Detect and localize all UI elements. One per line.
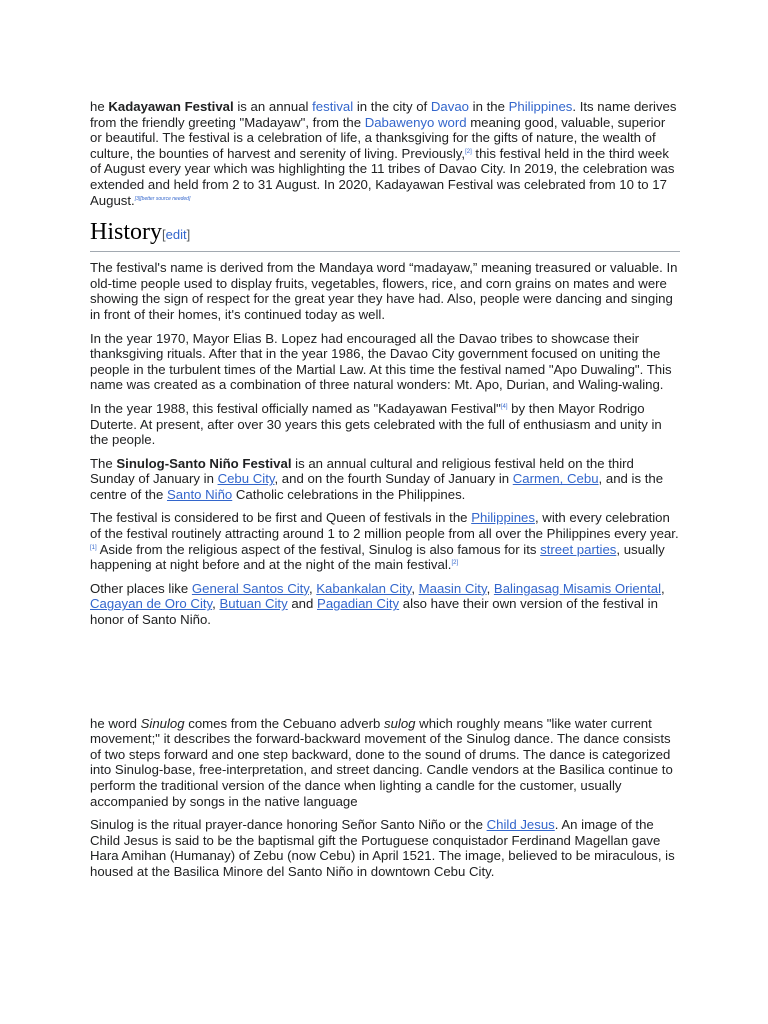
intro-text: is an annual bbox=[233, 99, 313, 114]
link-philippines[interactable]: Philippines bbox=[508, 99, 573, 114]
link-kabankalan-city[interactable]: Kabankalan City bbox=[316, 580, 412, 596]
link-dabawenyo-word[interactable]: Dabawenyo word bbox=[364, 114, 467, 130]
paragraph-text: and bbox=[287, 596, 318, 612]
paragraph-sinulog bbox=[90, 456, 680, 503]
link-general-santos-city[interactable]: General Santos City bbox=[191, 580, 309, 596]
paragraph-text: Other places like bbox=[90, 580, 192, 596]
article-body bbox=[90, 99, 680, 888]
reference-3-better-source-needed[interactable]: [3][better source needed] bbox=[134, 195, 191, 202]
paragraph-text: , and is the centre of the bbox=[90, 471, 664, 502]
link-festival[interactable]: festival bbox=[312, 99, 354, 114]
paragraph-text: . An image of the Child Jesus is said to be the baptismal gift the Portuguese conquistador Ferdinand Magellan gave Hara Amihan (Humanay) of Zebu (now Cebu) in April 1521. The image, believed to be miraculous, is housed at the Basilica Minore del Santo Niño in downtown Cebu City. bbox=[90, 817, 675, 879]
paragraph-text: The festival is considered to be first and Queen of festivals in the bbox=[90, 510, 472, 526]
edit-bracket-open: [ bbox=[162, 227, 166, 243]
paragraph-text: In the year 1988, this festival officially named as "Kadayawan Festival" bbox=[90, 400, 501, 416]
intro-paragraph bbox=[90, 99, 680, 208]
history-title: History bbox=[90, 219, 162, 246]
paragraph-1988 bbox=[90, 401, 680, 448]
link-carmen-cebu[interactable]: Carmen, Cebu bbox=[512, 471, 599, 487]
paragraph-text: The bbox=[90, 455, 117, 471]
intro-text: he bbox=[90, 99, 109, 114]
paragraph-text: , with every celebration of the festival routinely attracting around 1 to 2 million people from all over the Philippines every year. bbox=[90, 510, 679, 542]
paragraph-text: also have their own version of the festival in honor of Santo Niño. bbox=[90, 596, 658, 628]
link-philippines[interactable]: Philippines bbox=[471, 510, 535, 526]
paragraph-queen-of-festivals bbox=[90, 510, 680, 572]
link-santo-nino[interactable]: Santo Niño bbox=[166, 486, 233, 502]
link-davao[interactable]: Davao bbox=[430, 99, 470, 114]
intro-text: . Its name derives from the friendly greeting "Madayaw", from the bbox=[90, 99, 677, 130]
reference-2[interactable]: [2] bbox=[465, 148, 472, 155]
reference-1[interactable]: [1] bbox=[90, 544, 97, 551]
paragraph-text: , and on the fourth Sunday of January in bbox=[274, 471, 513, 487]
blank-gap bbox=[90, 636, 680, 716]
sinulog-subject-bold: Sinulog-Santo Niño Festival bbox=[116, 455, 292, 471]
link-cebu-city[interactable]: Cebu City bbox=[217, 471, 275, 487]
paragraph-text: which roughly means "like water current movement;" it describes the forward-backward movement of the Sinulog dance. The dance consists of two steps forward and one step backward, done to the sound of drums. The dance is categorized into Sinulog-base, free-interpretation, and street dancing. Candle vendors at the Basilica continue to perform the traditional version of the dance when lighting a candle for the customer, usually accompanied by songs in the native language bbox=[90, 715, 673, 809]
paragraph-text: , usually happening at night before and at the night of the main festival. bbox=[90, 541, 665, 573]
reference-4[interactable]: [4] bbox=[500, 403, 508, 410]
paragraph-text: he word bbox=[90, 715, 141, 731]
paragraph-text: Catholic celebrations in the Philippines. bbox=[232, 486, 466, 502]
link-cagayan-de-oro-city[interactable]: Cagayan de Oro City bbox=[90, 596, 213, 612]
paragraph-other-places bbox=[90, 581, 680, 628]
paragraph-text: comes from the Cebuano adverb bbox=[184, 715, 384, 731]
paragraph-text: by then Mayor Rodrigo Duterte. At present, after over 30 years this gets celebrated with the full of enthusiasm and unity in the people. bbox=[90, 400, 662, 448]
edit-bracket-close: ] bbox=[186, 227, 191, 243]
paragraph-1970: In the year 1970, Mayor Elias B. Lopez had encouraged all the Davao tribes to showcase their thanksgiving rituals. After that in the year 1986, the Davao City government focused on uniting the people in the turbulent times of the Martial Law. At this time the festival named "Apo Duwaling". This name was created as a combination of three natural wonders: Mt. Apo, Durian, and Waling-waling. bbox=[90, 330, 672, 393]
link-balingasag-misamis-oriental[interactable]: Balingasag Misamis Oriental bbox=[493, 580, 662, 596]
paragraph-text: Aside from the religious aspect of the festival, Sinulog is also famous for its bbox=[96, 541, 541, 557]
separator: , bbox=[486, 580, 494, 596]
article-subject-bold: Kadayawan Festival bbox=[108, 99, 234, 114]
separator: , bbox=[411, 580, 419, 596]
history-heading bbox=[90, 218, 680, 252]
paragraph-text: is an annual cultural and religious festival held on the third Sunday of January in bbox=[90, 455, 634, 487]
separator: , bbox=[661, 580, 665, 596]
section-edit bbox=[162, 227, 190, 242]
paragraph-name-origin: The festival's name is derived from the Mandaya word “madayaw,” meaning treasured or valuable. In old-time people used to display fruits, vegetables, flowers, rice, and corn grains on mates and were showing the sign of respect for the great year they have had. Also, people were dancing and singing in front of their homes, it's continued today as well. bbox=[90, 260, 678, 322]
intro-text: meaning good, valuable, superior or beautiful. The festival is a celebration of life, a thanksgiving for the gifts of nature, the wealth of culture, the bounties of harvest and serenity of living. Previously, bbox=[90, 114, 666, 161]
italic-term-sulog: sulog bbox=[383, 715, 416, 731]
link-pagadian-city[interactable]: Pagadian City bbox=[317, 596, 400, 612]
italic-term-sinulog: Sinulog bbox=[140, 715, 185, 731]
separator: , bbox=[212, 596, 220, 612]
paragraph-ritual bbox=[90, 817, 680, 879]
link-maasin-city[interactable]: Maasin City bbox=[418, 580, 487, 596]
intro-text: in the city of bbox=[353, 99, 431, 114]
link-butuan-city[interactable]: Butuan City bbox=[219, 596, 288, 612]
reference-2[interactable]: [2] bbox=[451, 560, 459, 567]
paragraph-word-sinulog bbox=[90, 716, 680, 810]
intro-text: in the bbox=[469, 99, 509, 114]
separator: , bbox=[308, 580, 317, 596]
link-child-jesus[interactable]: Child Jesus bbox=[486, 817, 555, 833]
intro-text: this festival held in the third week of August every year which was highlighting the 11 tribes of Davao City. In 2019, the celebration was extended and held from 2 to 31 August. In 2020, Kadayawan Festival was celebrated from 10 to 17 August. bbox=[90, 145, 675, 208]
link-street-parties[interactable]: street parties bbox=[540, 541, 617, 557]
edit-link[interactable]: edit bbox=[165, 227, 187, 243]
paragraph-text: Sinulog is the ritual prayer-dance honoring Señor Santo Niño or the bbox=[90, 817, 487, 833]
